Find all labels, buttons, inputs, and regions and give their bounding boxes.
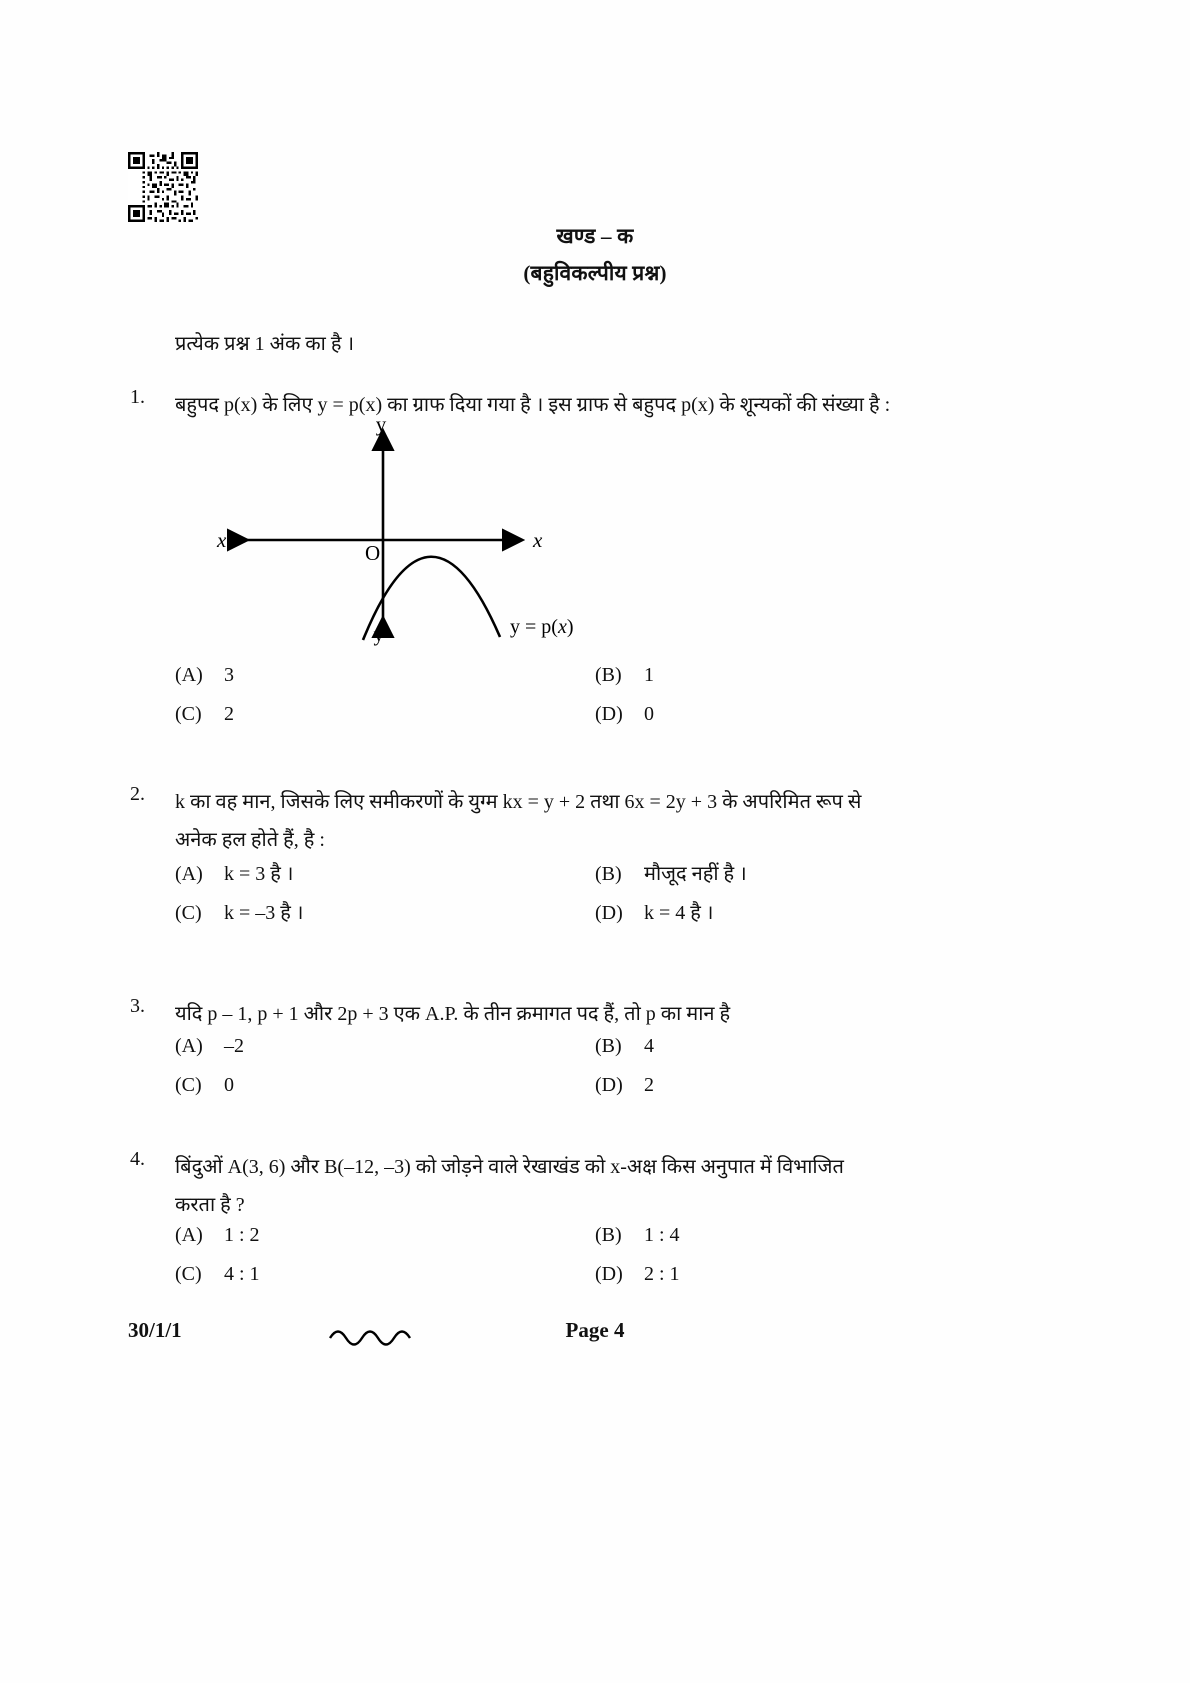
- option-4-a[interactable]: (A) 1 : 2: [175, 1224, 260, 1246]
- option-3-b[interactable]: (B) 4: [595, 1035, 654, 1057]
- page-number: Page 4: [565, 1318, 625, 1342]
- question-1-options: [175, 664, 1095, 742]
- option-row: [175, 859, 1095, 898]
- section-subheading: (बहुविकल्पीय प्रश्न): [523, 261, 667, 285]
- svg-text:O: O: [365, 541, 381, 565]
- question-3-number: 3.: [130, 995, 145, 1017]
- option-3-c-value: 0: [224, 1074, 234, 1096]
- svg-text:y: y: [375, 415, 387, 436]
- option-4-a-value: 1 : 2: [224, 1224, 260, 1246]
- option-row: [175, 703, 1095, 742]
- option-4-d[interactable]: (D) 2 : 1: [595, 1263, 680, 1285]
- option-row: [175, 898, 1095, 937]
- question-4-number: 4.: [130, 1148, 145, 1170]
- option-3-d[interactable]: (D) 2: [595, 1074, 654, 1096]
- page-footer: [0, 1318, 1190, 1358]
- option-2-d-value: k = 4 है ।: [644, 902, 714, 924]
- question-4: [130, 1148, 1090, 1224]
- option-1-c[interactable]: (C) 2: [175, 703, 234, 725]
- question-1-number: 1.: [130, 386, 145, 408]
- option-2-d[interactable]: (D) k = 4 है ।: [595, 902, 714, 924]
- option-1-a[interactable]: (A) 3: [175, 664, 234, 686]
- option-2-c[interactable]: (C) k = –3 है ।: [175, 902, 304, 924]
- option-1-d-value: 0: [644, 703, 654, 725]
- option-3-b-value: 4: [644, 1035, 654, 1057]
- option-row: [175, 1263, 1095, 1302]
- option-row: [175, 1074, 1095, 1113]
- option-4-c[interactable]: (C) 4 : 1: [175, 1263, 260, 1285]
- option-2-c-value: k = –3 है ।: [224, 902, 304, 924]
- option-1-b[interactable]: (B) 1: [595, 664, 654, 686]
- svg-text:x: x: [533, 528, 543, 552]
- question-2: [130, 783, 1090, 859]
- qr-code-icon: [128, 152, 198, 222]
- option-4-b[interactable]: (B) 1 : 4: [595, 1224, 680, 1246]
- question-4-text-line2: करता है ?: [175, 1194, 245, 1216]
- svg-text:y = p(x): y = p(x): [510, 616, 574, 638]
- option-1-b-value: 1: [644, 664, 654, 686]
- option-1-c-value: 2: [224, 703, 234, 725]
- option-4-c-value: 4 : 1: [224, 1263, 260, 1285]
- paper-code: 30/1/1: [128, 1318, 182, 1342]
- svg-text:x′: x′: [217, 528, 231, 552]
- question-2-text-line1: k का वह मान, जिसके लिए समीकरणों के युग्म kx = y + 2 तथा 6x = 2y + 3 के अपरिमित रूप से: [175, 791, 862, 813]
- option-3-d-value: 2: [644, 1074, 654, 1096]
- option-3-c[interactable]: (C) 0: [175, 1074, 234, 1096]
- option-row: [175, 1035, 1095, 1074]
- option-row: [175, 664, 1095, 703]
- option-2-b-value: मौजूद नहीं है ।: [644, 863, 747, 885]
- question-2-number: 2.: [130, 783, 145, 805]
- polynomial-graph-figure: [215, 415, 635, 650]
- question-2-text-line2: अनेक हल होते हैं, है :: [175, 829, 325, 851]
- question-2-options: [175, 859, 1095, 937]
- marks-note: प्रत्येक प्रश्न 1 अंक का है ।: [175, 333, 355, 355]
- question-4-options: [175, 1224, 1095, 1302]
- option-4-b-value: 1 : 4: [644, 1224, 680, 1246]
- svg-text:y′: y′: [373, 622, 389, 646]
- option-1-a-value: 3: [224, 664, 234, 686]
- question-1-text: बहुपद p(x) के लिए y = p(x) का ग्राफ दिया गया है । इस ग्राफ से बहुपद p(x) के शून्यकों की संख्या है :: [175, 394, 891, 416]
- option-2-b[interactable]: (B) मौजूद नहीं है ।: [595, 863, 747, 885]
- section-heading: खण्ड – क: [556, 224, 634, 248]
- question-3: [130, 995, 1090, 1033]
- option-3-a[interactable]: (A) –2: [175, 1035, 244, 1057]
- option-1-d[interactable]: (D) 0: [595, 703, 654, 725]
- question-3-options: [175, 1035, 1095, 1113]
- question-3-text: यदि p – 1, p + 1 और 2p + 3 एक A.P. के तीन क्रमागत पद हैं, तो p का मान है: [175, 1003, 731, 1025]
- option-row: [175, 1224, 1095, 1263]
- option-2-a[interactable]: (A) k = 3 है ।: [175, 863, 294, 885]
- option-4-d-value: 2 : 1: [644, 1263, 680, 1285]
- option-2-a-value: k = 3 है ।: [224, 863, 294, 885]
- question-4-text-line1: बिंदुओं A(3, 6) और B(–12, –3) को जोड़ने वाले रेखाखंड को x-अक्ष किस अनुपात में विभाजित: [175, 1156, 844, 1178]
- option-3-a-value: –2: [224, 1035, 244, 1057]
